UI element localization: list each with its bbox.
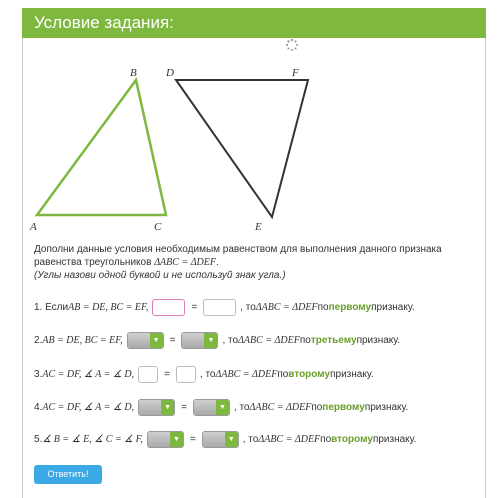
chevron-down-icon: ▼ [150, 333, 163, 348]
row-1-prefix: 1. Если [34, 301, 69, 313]
row-1-result: ΔABC = ΔDEF [255, 301, 318, 313]
row-5-by: по [320, 433, 332, 445]
row-5-prefix: 5. [34, 433, 43, 445]
row-5-condition: ∡ B = ∡ E, ∡ C = ∡ F, [42, 433, 143, 445]
row-1-end: признаку. [371, 301, 415, 313]
row-4-answer-dropdown-left[interactable] [138, 399, 175, 416]
vertex-e-label: E [255, 221, 262, 233]
row-3-condition: AC = DF, ∡ A = ∡ D, [42, 368, 135, 380]
row-4-prefix: 4. [34, 401, 43, 413]
row-3-by: по [277, 368, 289, 380]
row-2-end: признаку. [356, 334, 401, 346]
chevron-down-icon: ▼ [216, 400, 229, 415]
row-1-answer-input-right[interactable] [203, 299, 236, 316]
row-3-answer-input-right[interactable] [176, 366, 196, 383]
vertex-c-label: C [154, 221, 162, 233]
triangle-def [176, 80, 308, 217]
row-4-equals: = [181, 401, 187, 413]
triangles-figure [22, 60, 322, 235]
row-5-result: ΔABC = ΔDEF [258, 433, 321, 445]
row-4-answer-dropdown-right[interactable] [193, 399, 230, 416]
row-2-by: по [299, 334, 311, 346]
row-3-prefix: 3. [34, 368, 43, 380]
row-4-end: признаку. [364, 401, 409, 413]
chevron-down-icon: ▼ [225, 432, 238, 447]
row-2-answer-dropdown-left[interactable] [127, 332, 164, 349]
row-4-condition: AC = DF, ∡ A = ∡ D, [42, 401, 135, 413]
row-1-then: , то [240, 301, 256, 313]
task-row-2 [34, 331, 400, 349]
row-1-equals: = [191, 301, 198, 313]
chevron-down-icon: ▼ [204, 333, 217, 348]
triangle-abc [37, 80, 166, 215]
task-description [34, 243, 484, 282]
row-3-criterion: второму [288, 368, 331, 380]
row-4-by: по [311, 401, 323, 413]
row-5-then: , то [242, 433, 259, 445]
task-row-3 [34, 365, 374, 383]
row-1-criterion: первому [328, 301, 372, 313]
chevron-down-icon: ▼ [170, 432, 183, 447]
task-row-4 [34, 398, 408, 416]
row-2-then: , то [222, 334, 239, 346]
task-title: Условие задания: [34, 13, 174, 32]
row-3-end: признаку. [330, 368, 374, 380]
row-4-criterion: первому [322, 401, 365, 413]
row-2-prefix: 2. [34, 334, 43, 346]
row-4-result: ΔABC = ΔDEF [249, 401, 312, 413]
row-1-condition: AB = DE, BC = EF, [68, 301, 149, 313]
row-2-result: ΔABC = ΔDEF [238, 334, 300, 346]
row-3-result: ΔABC = ΔDEF [215, 368, 278, 380]
row-3-then: , то [199, 368, 216, 380]
intro-note: (Углы назови одной буквой и не используй знак угла.) [34, 270, 286, 281]
row-1-by: по [317, 301, 329, 313]
vertex-b-label: B [130, 67, 137, 79]
vertex-d-label: D [166, 67, 174, 79]
row-2-criterion: третьему [310, 334, 357, 346]
task-header [22, 8, 486, 38]
row-5-criterion: второму [331, 433, 373, 445]
vertex-a-label: A [30, 221, 37, 233]
row-5-answer-dropdown-left[interactable] [147, 431, 184, 448]
row-2-condition: AB = DE, BC = EF, [42, 334, 123, 346]
row-2-answer-dropdown-right[interactable] [181, 332, 218, 349]
row-2-equals: = [169, 334, 176, 346]
row-3-answer-input-left[interactable] [138, 366, 158, 383]
row-5-equals: = [189, 433, 196, 445]
intro-formula: ΔABC = ΔDEF [154, 257, 216, 268]
loading-spinner-icon [285, 38, 299, 52]
submit-answer-button[interactable]: Ответить! [34, 465, 102, 484]
row-5-answer-dropdown-right[interactable] [202, 431, 239, 448]
chevron-down-icon: ▼ [161, 400, 174, 415]
row-4-then: , то [233, 401, 250, 413]
row-1-answer-input-left[interactable] [152, 299, 185, 316]
task-row-1 [34, 298, 415, 316]
intro-period: . [216, 257, 219, 268]
task-row-5 [34, 430, 416, 448]
row-5-end: признаку. [372, 433, 417, 445]
intro-text: Дополни данные условия необходимым равенством для выполнения данного признака равенства треугольников [34, 244, 442, 268]
vertex-f-label: F [292, 67, 299, 79]
row-3-equals: = [164, 368, 170, 380]
